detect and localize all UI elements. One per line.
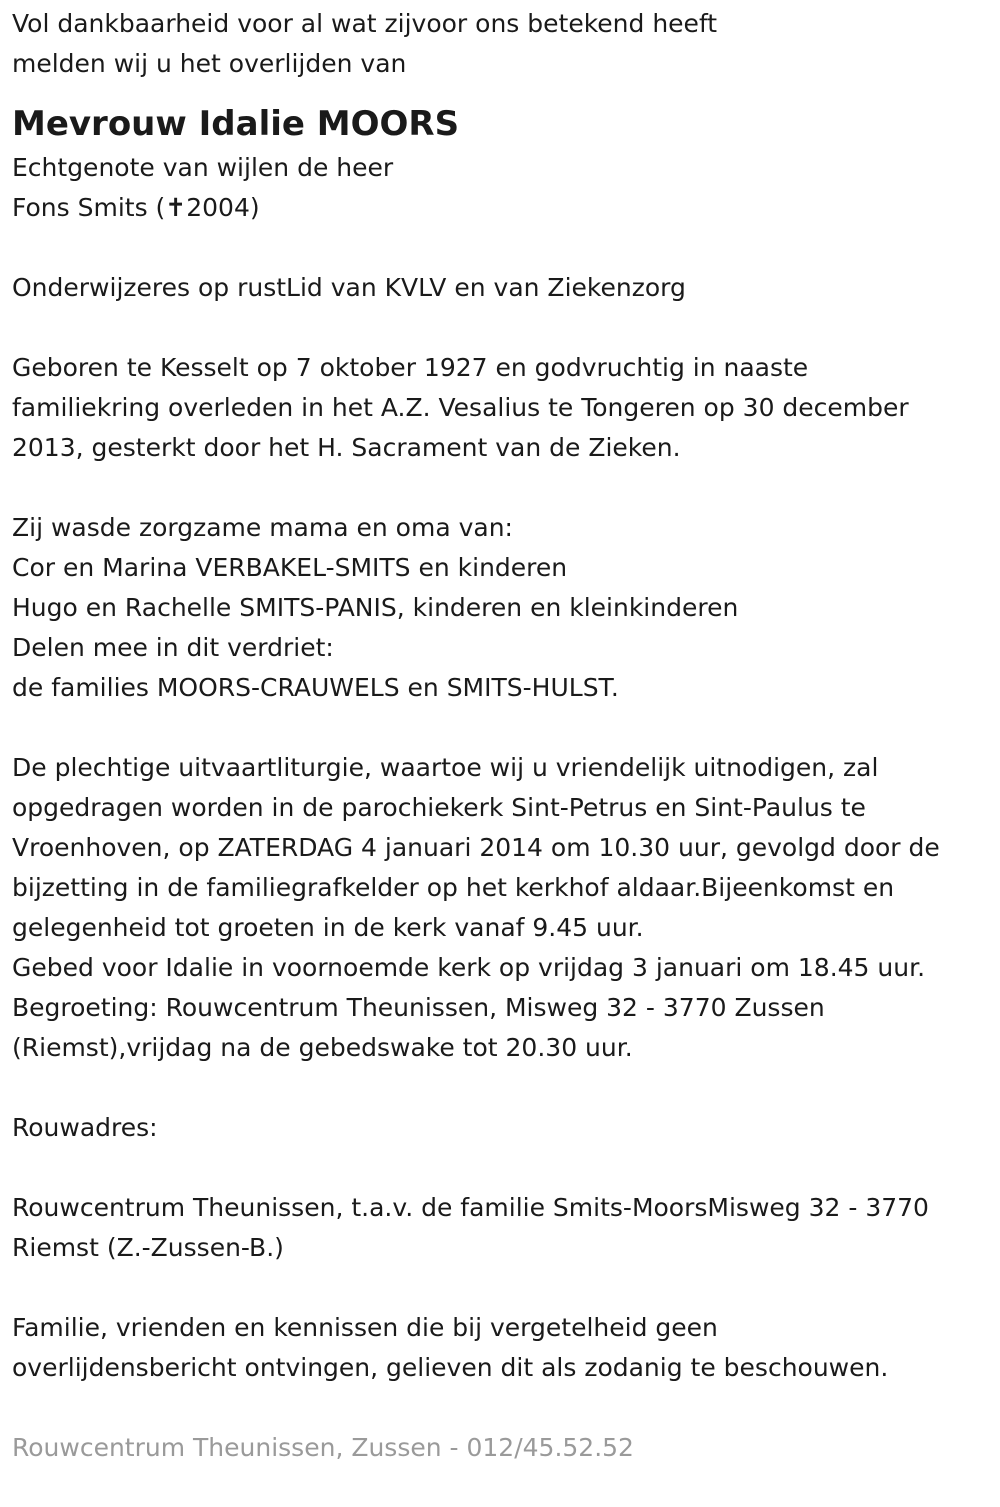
spacer (12, 468, 988, 508)
family-line-5: de families MOORS-CRAUWELS en SMITS-HULST. (12, 673, 619, 702)
birth-death-line-2: familiekring overleden in het A.Z. Vesalius te Tongeren op 30 december (12, 393, 909, 422)
spacer (12, 708, 988, 748)
spacer (12, 1068, 988, 1108)
spacer (12, 1148, 988, 1188)
address-line-1: Rouwcentrum Theunissen, t.a.v. de familie Smits-MoorsMisweg 32 - 3770 (12, 1193, 929, 1222)
birth-death-line-3: 2013, gesterkt door het H. Sacrament van de Zieken. (12, 433, 681, 462)
address-heading: Rouwadres: (12, 1113, 158, 1142)
funeral-line-3: Vroenhoven, op ZATERDAG 4 januari 2014 om 10.30 uur, gevolgd door de (12, 833, 940, 862)
notice-line-1: Familie, vrienden en kennissen die bij vergetelheid geen (12, 1313, 718, 1342)
notice-line-2: overlijdensbericht ontvingen, gelieven dit als zodanig te beschouwen. (12, 1353, 889, 1382)
spouse-line-2: Fons Smits (✝2004) (12, 193, 260, 222)
birth-death-line-1: Geboren te Kesselt op 7 oktober 1927 en godvruchtig in naaste (12, 353, 809, 382)
spacer (12, 228, 988, 268)
spacer (12, 1268, 988, 1308)
funeral-line-8: (Riemst),vrijdag na de gebedswake tot 20.30 uur. (12, 1033, 633, 1062)
funeral-line-6: Gebed voor Idalie in voornoemde kerk op vrijdag 3 januari om 18.45 uur. (12, 953, 926, 982)
intro-line-1: Vol dankbaarheid voor al wat zijvoor ons betekend heeft (12, 9, 718, 38)
family-line-4: Delen mee in dit verdriet: (12, 633, 334, 662)
family-line-3: Hugo en Rachelle SMITS-PANIS, kinderen en kleinkinderen (12, 593, 739, 622)
footer-contact: Rouwcentrum Theunissen, Zussen - 012/45.52.52 (12, 1433, 634, 1462)
spacer (12, 308, 988, 348)
funeral-line-2: opgedragen worden in de parochiekerk Sint-Petrus en Sint-Paulus te (12, 793, 866, 822)
family-line-1: Zij wasde zorgzame mama en oma van: (12, 513, 513, 542)
address-line-2: Riemst (Z.-Zussen-B.) (12, 1233, 284, 1262)
deceased-name: Mevrouw Idalie MOORS (12, 104, 460, 144)
family-line-2: Cor en Marina VERBAKEL-SMITS en kinderen (12, 553, 568, 582)
occupation-line: Onderwijzeres op rustLid van KVLV en van Ziekenzorg (12, 273, 686, 302)
funeral-line-7: Begroeting: Rouwcentrum Theunissen, Misweg 32 - 3770 Zussen (12, 993, 825, 1022)
funeral-line-5: gelegenheid tot groeten in de kerk vanaf 9.45 uur. (12, 913, 644, 942)
spouse-line-1: Echtgenote van wijlen de heer (12, 153, 394, 182)
spacer (12, 1388, 988, 1428)
spacer (12, 84, 988, 100)
funeral-line-4: bijzetting in de familiegrafkelder op het kerkhof aldaar.Bijeenkomst en (12, 873, 895, 902)
intro-line-2: melden wij u het overlijden van (12, 49, 407, 78)
funeral-line-1: De plechtige uitvaartliturgie, waartoe wij u vriendelijk uitnodigen, zal (12, 753, 879, 782)
